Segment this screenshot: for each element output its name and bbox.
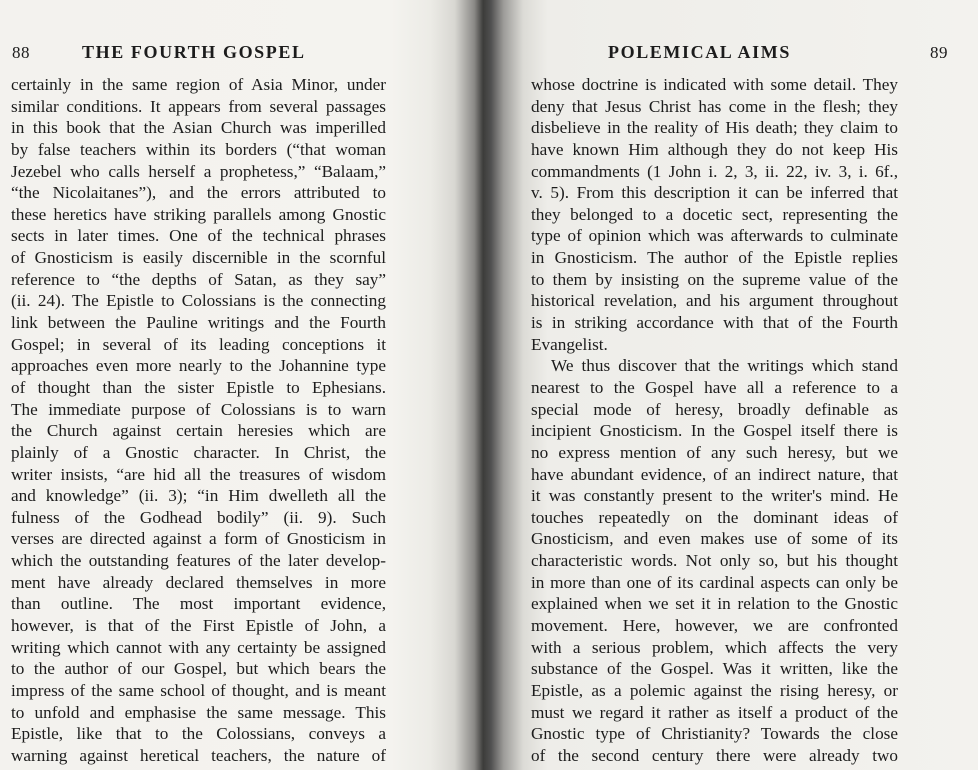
text-line: must we regard it rather as itself a product of the	[531, 702, 898, 722]
text-line: the Church against certain heresies which are	[11, 421, 386, 441]
text-line: movement. Here, however, we are confronted	[531, 616, 898, 636]
left-page-body	[11, 74, 386, 767]
text-line: sects in later times. One of the technical phrases	[11, 226, 386, 246]
text-line: in more than one of its cardinal aspects can only be	[531, 572, 898, 592]
text-line: by false teachers within its borders (“that woman	[11, 139, 386, 159]
text-line: (ii. 24). The Epistle to Colossians is the connecting	[11, 291, 386, 311]
text-line: these heretics have striking parallels among Gnostic	[11, 204, 386, 224]
text-line: and knowledge” (ii. 3); “in Him dwelleth all the	[11, 486, 386, 506]
text-line: warning against heretical teachers, the nature of	[11, 745, 386, 765]
text-line: explained when we set it in relation to the Gnostic	[531, 594, 898, 614]
text-line: they belonged to a docetic sect, representing the	[531, 204, 898, 224]
text-line: whose doctrine is indicated with some detail. They	[531, 75, 898, 94]
text-line: touches repeatedly on the dominant ideas of	[531, 507, 898, 527]
text-line: to the author of our Gospel, but which bears the	[11, 659, 386, 679]
text-line: Jezebel who calls herself a prophetess,” “Balaam,”	[11, 161, 386, 181]
text-line: deny that Jesus Christ has come in the flesh; they	[531, 96, 898, 116]
right-page-body	[531, 74, 898, 767]
text-line: it was constantly present to the writer's mind. He	[531, 486, 898, 506]
text-line: verses are directed against a form of Gnosticism in	[11, 529, 386, 549]
text-line: which the outstanding features of the later develop-	[11, 551, 386, 571]
left-page-header	[12, 42, 392, 68]
running-head: POLEMICAL AIMS	[608, 42, 791, 62]
text-line: Gnosticism, and even makes use of some of its	[531, 529, 898, 549]
text-line: v. 5). From this description it can be inferred that	[531, 183, 898, 203]
text-line: characteristic words. Not only so, but his thought	[531, 551, 898, 571]
text-line: in Gnosticism. The author of the Epistle replies	[531, 248, 898, 268]
text-line: no express mention of any such heresy, but we	[531, 442, 898, 462]
text-line: ment have already declared themselves in more	[11, 572, 386, 592]
text-line: of Gnosticism is easily discernible in the scornful	[11, 248, 386, 268]
text-line: historical revelation, and his argument throughout	[531, 291, 898, 311]
text-line: writing which cannot with any certainty be assigned	[11, 637, 386, 657]
text-line: nearest to the Gospel have all a reference to a	[531, 377, 898, 397]
page-number: 89	[930, 43, 948, 62]
text-line: incipient Gnosticism. In the Gospel itself there is	[531, 421, 898, 441]
text-line: with a serious problem, which affects the very	[531, 637, 898, 657]
right-page	[490, 0, 978, 770]
text-line: certainly in the same region of Asia Minor, under	[11, 75, 386, 94]
text-line: to unfold and emphasise the same message. This	[11, 702, 386, 722]
text-line: approaches even more nearly to the Johannine type	[11, 356, 386, 376]
text-line: is in striking accordance with that of the Fourth	[531, 313, 898, 333]
text-line: commandments (1 John i. 2, 3, ii. 22, iv. 3, i. 6f.,	[531, 161, 898, 181]
text-line: than outline. The most important evidence,	[11, 594, 386, 614]
text-line: fulness of the Godhead bodily” (ii. 9). Such	[11, 507, 386, 527]
text-line: to them by insisting on the supreme value of the	[531, 269, 898, 289]
text-line: substance of the Gospel. Was it written, like the	[531, 659, 898, 679]
text-line: Evangelist.	[531, 334, 608, 354]
text-line: have known Him although they do not keep His	[531, 139, 898, 159]
text-line: We thus discover that the writings which stand	[551, 356, 898, 376]
running-head: THE FOURTH GOSPEL	[82, 42, 306, 62]
text-line: of the second century there were already two	[531, 745, 898, 765]
text-line: impress of the same school of thought, and is meant	[11, 680, 386, 700]
text-line: “the Nicolaitanes”), and the errors attributed to	[11, 183, 386, 203]
text-line: disbelieve in the reality of His death; they claim to	[531, 118, 898, 138]
text-line: of thought than the sister Epistle to Ephesians.	[11, 377, 386, 397]
text-line: reference to “the depths of Satan, as they say”	[11, 269, 386, 289]
right-page-header	[608, 42, 948, 68]
text-line: Epistle, as a polemic against the rising heresy, or	[531, 680, 898, 700]
left-page	[0, 0, 470, 770]
text-line: special mode of heresy, broadly definable as	[531, 399, 898, 419]
text-line: link between the Pauline writings and the Fourth	[11, 313, 386, 333]
text-line: Epistle, like that to the Colossians, conveys a	[11, 724, 386, 744]
text-line: Gnostic type of Christianity? Towards the close	[531, 724, 898, 744]
text-line: writer insists, “are hid all the treasures of wisdom	[11, 464, 386, 484]
text-line: however, is that of the First Epistle of John, a	[11, 616, 386, 636]
text-line: type of opinion which was afterwards to culminate	[531, 226, 898, 246]
text-line: The immediate purpose of Colossians is to warn	[11, 399, 386, 419]
text-line: plainly of a Gnostic character. In Christ, the	[11, 442, 386, 462]
text-line: Gospel; in several of its leading conceptions it	[11, 334, 386, 354]
text-line: have abundant evidence, of an indirect nature, that	[531, 464, 898, 484]
text-line: similar conditions. It appears from several passages	[11, 96, 386, 116]
text-line: in this book that the Asian Church was imperilled	[11, 118, 386, 138]
page-number: 88	[12, 43, 30, 62]
